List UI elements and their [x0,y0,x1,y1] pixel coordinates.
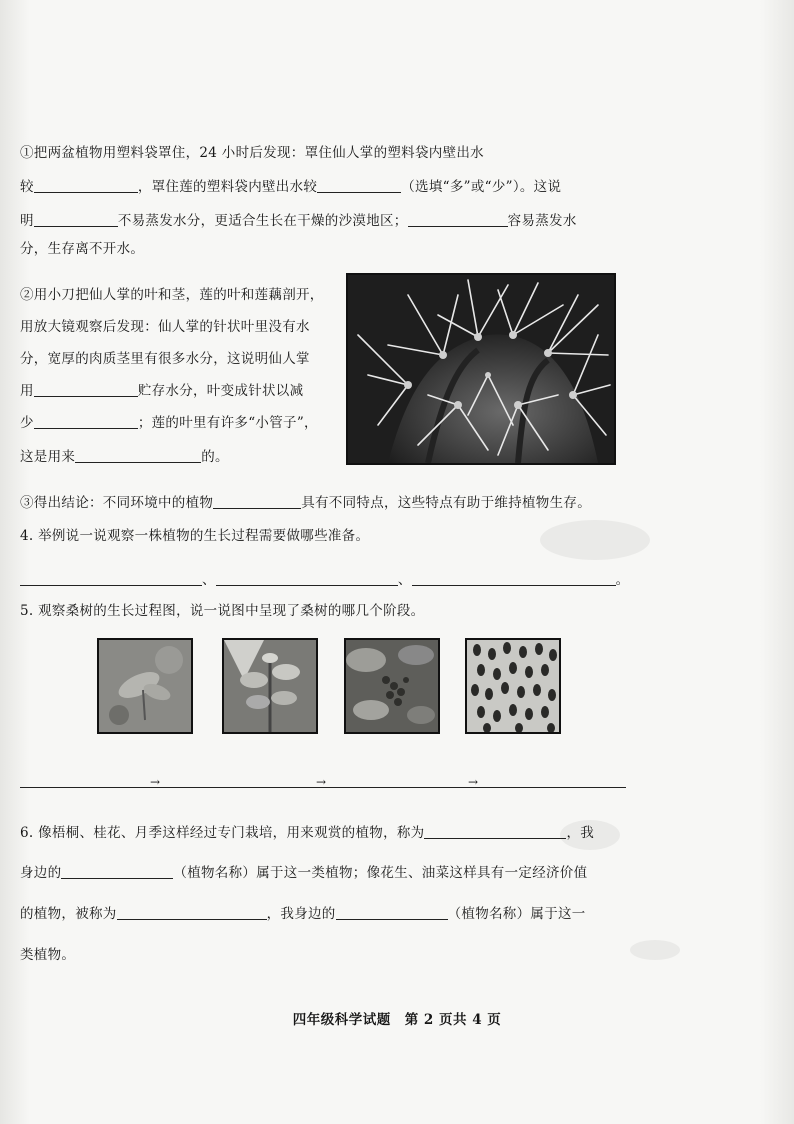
scan-smudge [540,520,650,560]
flowering-branch-image [346,640,438,732]
q3-3-line: ③得出结论：不同环境中的植物 具有不同特点，这些特点有助于维持植物生存。 [20,495,592,511]
q3-2-line5: 少 ；莲的叶里有许多“小管子”， [20,415,318,431]
q3-1-line3: 明 不易蒸发水分，更适合生长在干燥的沙漠地区； 容易蒸发水 [20,213,577,229]
q4-question: 4. 举例说一说观察一株植物的生长过程需要做哪些准备。 [20,528,370,544]
page-footer: 四年级科学试题 第 2 页共 4 页 [292,1012,502,1028]
answer-blank[interactable] [317,178,401,193]
arrow-icon: → [150,775,161,789]
q3-2-line6: 这是用来 的。 [20,449,229,465]
mulberry-stage-2-photo [222,638,318,734]
arrow-icon: → [316,775,327,789]
answer-blank[interactable] [117,905,267,920]
answer-blank[interactable] [412,571,616,586]
q3-1-line4: 分，生存离不开水。 [20,241,145,257]
answer-blank[interactable] [408,212,508,227]
q3-1-line1: ①把两盆植物用塑料袋罩住，24 小时后发现：罩住仙人掌的塑料袋内壁出水 [20,145,484,161]
q3-2-line3: 分，宽厚的肉质茎里有很多水分，这说明仙人掌 [20,351,310,367]
q6-line4: 类植物。 [20,947,76,963]
q3-2-line2: 用放大镜观察后发现：仙人掌的针状叶里没有水 [20,319,310,335]
answer-blank[interactable] [34,178,138,193]
answer-blank[interactable] [34,212,118,227]
q3-2-line4: 用 贮存水分，叶变成针状以减 [20,383,304,399]
q3-2-line1: ②用小刀把仙人掌的叶和茎，莲的叶和莲藕剖开， [20,287,324,303]
answer-blank[interactable] [20,571,202,586]
q3-1-line2: 较 ，罩住莲的塑料袋内壁出水较 （选填“多”或“少”）。这说 [20,179,562,195]
arrow-icon: → [468,775,479,789]
answer-blank[interactable] [213,494,301,509]
scan-smudge [630,940,680,960]
q6-line2: 身边的 （植物名称）属于这一类植物；像花生、油菜这样具有一定经济价值 [20,865,588,881]
young-plant-image [224,640,316,732]
cactus-spines-image [348,275,614,463]
seedling-image [99,640,191,732]
answer-blank[interactable] [336,905,448,920]
answer-blank[interactable] [424,824,566,839]
mulberry-stage-3-photo [344,638,440,734]
answer-blank[interactable] [61,864,173,879]
q6-line1: 6. 像梧桐、桂花、月季这样经过专门栽培，用来观赏的植物，称为 ，我 [20,825,595,841]
mulberry-stage-4-photo [465,638,561,734]
answer-blank[interactable] [34,414,138,429]
mulberry-stage-1-photo [97,638,193,734]
q5-question: 5. 观察桑树的生长过程图，说一说图中呈现了桑树的哪几个阶段。 [20,603,425,619]
answer-blank[interactable] [75,448,201,463]
cactus-photo [346,273,616,465]
answer-blank[interactable] [34,382,138,397]
q4-answer-line: 、 、 。 [20,571,629,589]
q6-line3: 的植物，被称为 ，我身边的 （植物名称）属于这一 [20,906,586,922]
answer-blank[interactable] [216,571,398,586]
fruits-image [467,640,559,732]
